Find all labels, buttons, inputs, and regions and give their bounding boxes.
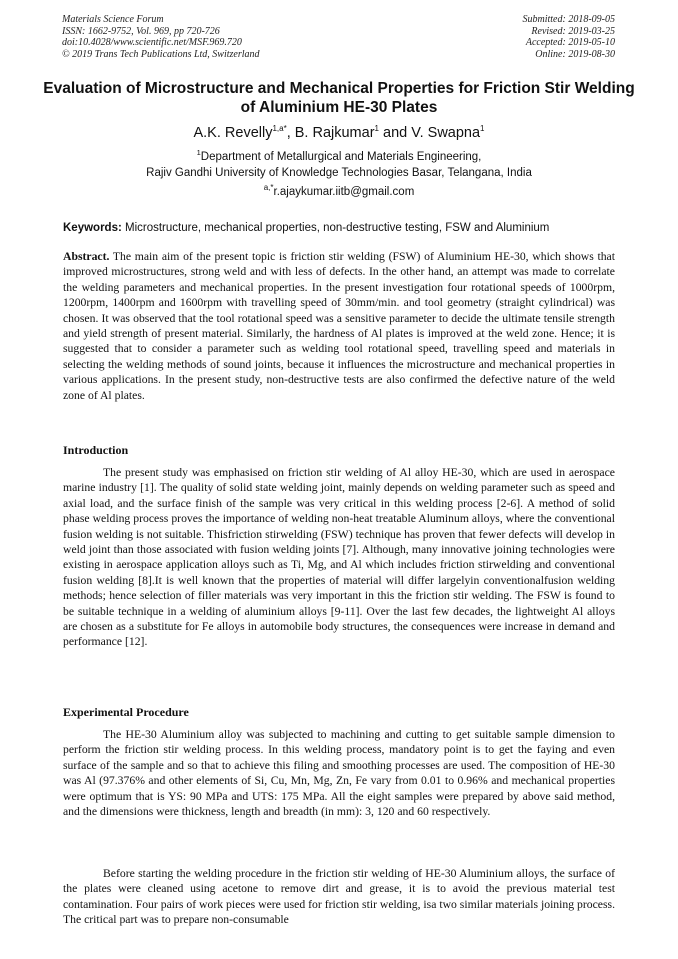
affiliation-line: Department of Metallurgical and Materials Engineering,: [200, 151, 482, 163]
email-mark: a,*: [263, 183, 274, 193]
keywords: [63, 221, 623, 235]
experimental-paragraph-2: Before starting the welding procedure in the friction stir welding of HE-30 Aluminium alloys, the surface of the plates were cleaned using acetone to remove dirt and grease, it is to avoid the previous material test contamination. Four pairs of work pieces were used for friction stir welding, isa two similar materials joining process. The critical part was to prepare non-consumable: [63, 867, 615, 927]
keywords-label: Keywords:: [63, 222, 122, 234]
journal-info: [62, 14, 260, 60]
affiliation-mark: 1: [196, 148, 201, 158]
corresponding-email: [40, 185, 638, 199]
abstract: [63, 249, 615, 403]
accepted-date: Accepted: 2019-05-10: [525, 37, 615, 48]
author-affiliation-mark: 1: [480, 124, 485, 134]
author-name: , B. Rajkumar: [286, 125, 375, 141]
experimental-paragraph-1: The HE-30 Aluminium alloy was subjected to machining and cutting to get suitable sample dimension to perform the friction stir welding process. In this welding process, mandatory point is to get the faying and even surface of the sample and so that to achieve this filing and smoothing processes are used. The composition of HE-30 was Al (97.376% and other elements of Si, Cu, Mn, Mg, Zn, Fe vary from 0.01 to 0.96% and mechanical properties were optimum that is YS: 90 MPa and UTS: 175 MPa. All the eight samples were prepared by above said method, and the dimensions were thickness, length and breadth (in mm): 3, 120 and 60 respectively.: [63, 728, 615, 819]
date-info: [523, 14, 616, 60]
author-name: and V. Swapna: [379, 125, 481, 141]
author-affiliation-mark: 1: [374, 124, 379, 134]
author-list: [40, 124, 638, 142]
paper-title: Evaluation of Microstructure and Mechanical Properties for Friction Stir Welding of Aluminium HE-30 Plates: [43, 80, 635, 116]
online-date: Online: 2019-08-30: [535, 48, 615, 60]
introduction-paragraph: The present study was emphasised on friction stir welding of Al alloy HE-30, which are used in aerospace marine industry [1]. The quality of solid state welding joint, mainly depends on welding parameter such as speed and axial load, and the surface finish of the sample was very critical in this welding process [2-6]. A method of solid phase welding process proves the importance of welding non-heat treatable Aluminum alloys, where the conventional fusion welding is not suitable. Thisfriction stirwelding (FSW) technique has proven that fewer defects will develop in weld joint than those associated with fusion welding joints [7]. Although, many innovative joining technologies were existing in aerospace application alloys such as Ti, Mg, and Al which includes friction stirwelding and conventional fusion welding [8].It is well known that the properties of material will differ largelyin conventionalfusion welding methods; hence selection of filler materials was very important in this the friction stir welding. The FSW is found to be suitable technique in a welding of aluminium alloys [9-11]. Over the last few decades, the lightweight Al alloys are chosen as a substitute for Fe alloys in automobile body structures, the consequences were increase in demand and performance [12].: [63, 466, 615, 649]
email-address: r.ajaykumar.iitb@gmail.com: [273, 186, 415, 198]
abstract-text: The main aim of the present topic is friction stir welding (FSW) of Aluminium HE-30, which shows that improved microstructures, strong weld and with less of defects. In the other hand, an attempt was made to correlate the welding parameters and mechanical properties. In the present investigation four rotational speeds of 1000rpm, 1200rpm, 1400rpm and 1600rpm with travelling speed of 30mm/min. and tool geometry (straight cylindrical) was chosen. It was observed that the tool rotational speed was a sensitive parameter to decide the ultimate tensile strength and yield strength of present material. Similarly, the hardness of Al plates is improved at the weld zone. Hence; it is suggested that to consider a parameter such as welding tool rotational speed, travelling speed and materials in selecting the welding methods of sound joints, because it influences the microstructure and mechanical properties in various applications. In the present study, non-destructive tests are also confirmed the defective nature of the weld zone of Al plates.: [63, 250, 615, 402]
experimental-heading: Experimental Procedure: [63, 705, 189, 719]
copyright-line: © 2019 Trans Tech Publications Ltd, Switzerland: [62, 48, 260, 60]
issn-line: ISSN: 1662-9752, Vol. 969, pp 720-726: [62, 25, 220, 37]
introduction-heading: Introduction: [63, 443, 129, 457]
author-name: A.K. Revelly: [193, 125, 273, 141]
author-affiliation-mark: 1,a*: [272, 124, 287, 134]
abstract-label: Abstract.: [63, 250, 110, 263]
doi-line: doi:10.4028/www.scientific.net/MSF.969.720: [62, 37, 242, 48]
affiliation-line: Rajiv Gandhi University of Knowledge Technologies Basar, Telangana, India: [146, 166, 532, 179]
keywords-text: Microstructure, mechanical properties, non-destructive testing, FSW and Aluminium: [121, 222, 550, 234]
journal-name: Materials Science Forum: [62, 14, 164, 25]
revised-date: Revised: 2019-03-25: [531, 25, 615, 37]
submitted-date: Submitted: 2018-09-05: [522, 14, 615, 25]
affiliation: [40, 150, 638, 181]
